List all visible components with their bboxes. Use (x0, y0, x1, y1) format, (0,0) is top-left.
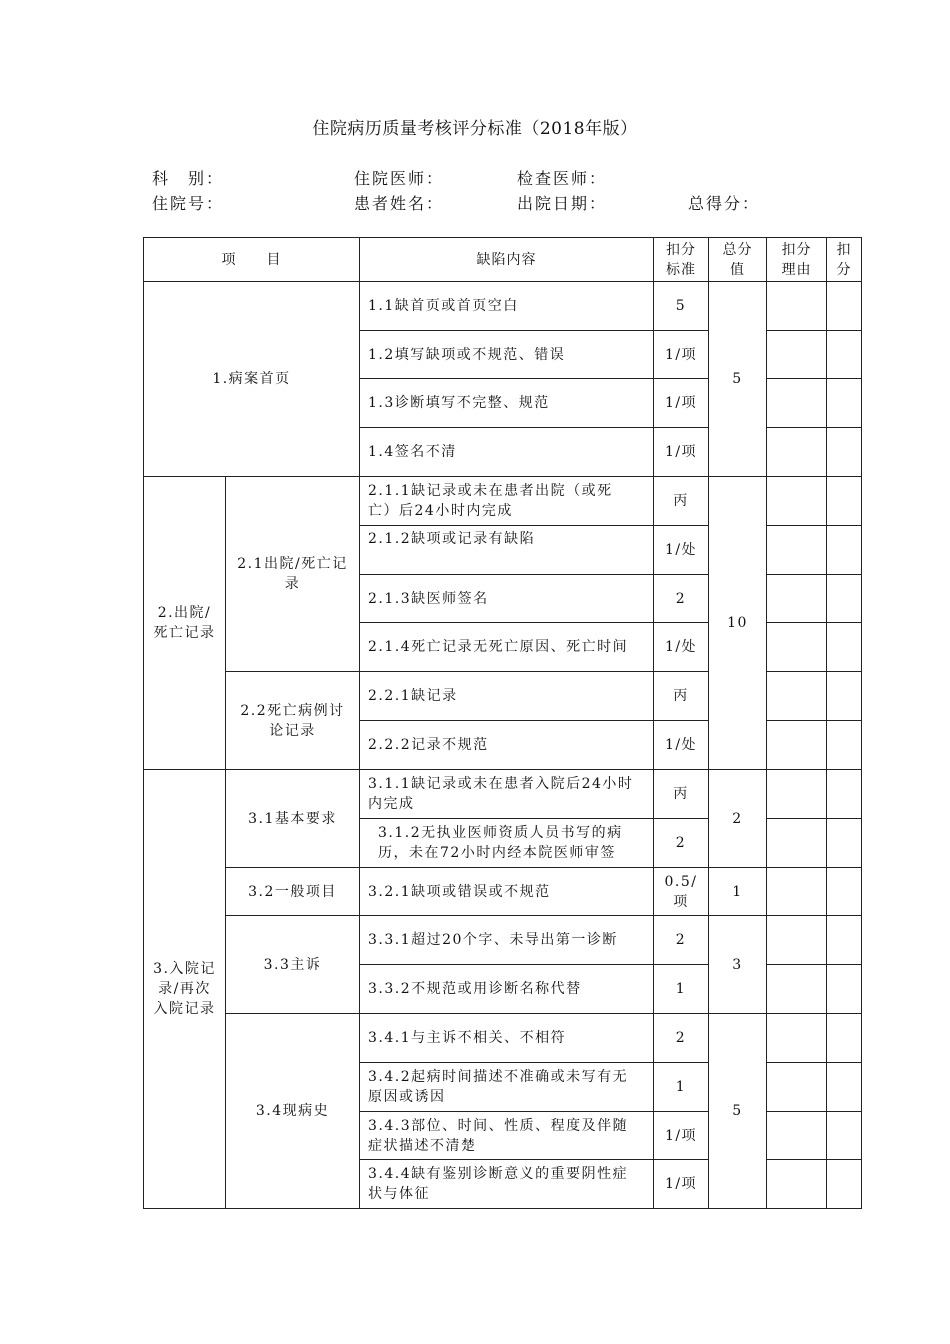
deduct-cell[interactable] (827, 282, 862, 331)
deduct-cell[interactable] (827, 721, 862, 770)
standard-1-4: 1/项 (654, 428, 709, 477)
standard-2-1-2: 1/处 (654, 526, 709, 575)
defect-3-4-1: 3.4.1与主诉不相关、不相符 (360, 1014, 654, 1063)
standard-3-2-1: 0.5/ 项 (654, 868, 709, 916)
defect-3-4-4: 3.4.4缺有鉴别诊断意义的重要阴性症 状与体征 (360, 1160, 654, 1209)
standard-2-2-1: 丙 (654, 672, 709, 721)
group-1: 1.病案首页 (144, 282, 360, 477)
standard-1-1: 5 (654, 282, 709, 331)
header-reason: 扣分 理由 (767, 238, 827, 282)
deduct-cell[interactable] (827, 623, 862, 672)
defect-3-1-2: 3.1.2无执业医师资质人员书写的病 历，未在72小时内经本院医师审签 (360, 819, 654, 868)
reason-cell[interactable] (767, 868, 827, 916)
header-score: 总分 值 (709, 238, 767, 282)
defect-2-1-3: 2.1.3缺医师签名 (360, 575, 654, 623)
deduct-cell[interactable] (827, 526, 862, 575)
patient-name-label: 患者姓名： (354, 194, 445, 213)
group-2: 2.出院/ 死亡记录 (144, 477, 226, 770)
reason-cell[interactable] (767, 721, 827, 770)
deduct-cell[interactable] (827, 331, 862, 379)
standard-3-3-2: 1 (654, 965, 709, 1014)
scoring-table (143, 237, 862, 1209)
total-subgroup-3-2: 1 (709, 868, 767, 916)
reason-cell[interactable] (767, 1014, 827, 1063)
defect-2-2-1: 2.2.1缺记录 (360, 672, 654, 721)
table-row (144, 916, 862, 965)
reason-cell[interactable] (767, 672, 827, 721)
defect-2-2-2: 2.2.2记录不规范 (360, 721, 654, 770)
deduct-cell[interactable] (827, 868, 862, 916)
standard-3-4-4: 1/项 (654, 1160, 709, 1209)
header-item: 项 目 (144, 238, 360, 282)
inspector-label: 检查医师： (517, 169, 608, 188)
deduct-cell[interactable] (827, 1063, 862, 1112)
defect-3-4-2: 3.4.2起病时间描述不准确或未写有无 原因或诱因 (360, 1063, 654, 1112)
subgroup-3-3: 3.3主诉 (226, 916, 360, 1014)
standard-2-1-3: 2 (654, 575, 709, 623)
dept-label: 科 别： (152, 169, 225, 188)
deduct-cell[interactable] (827, 379, 862, 428)
header-content: 缺陷内容 (360, 238, 654, 282)
deduct-cell[interactable] (827, 819, 862, 868)
table-row (144, 770, 862, 819)
reason-cell[interactable] (767, 916, 827, 965)
discharge-date-label: 出院日期： (517, 194, 608, 213)
doctor-label: 住院医师： (354, 169, 445, 188)
defect-2-1-2: 2.1.2缺项或记录有缺陷 (360, 526, 654, 575)
deduct-cell[interactable] (827, 916, 862, 965)
deduct-cell[interactable] (827, 477, 862, 526)
reason-cell[interactable] (767, 1063, 827, 1112)
reason-cell[interactable] (767, 770, 827, 819)
standard-3-4-1: 2 (654, 1014, 709, 1063)
table-row (144, 1014, 862, 1063)
standard-1-2: 1/项 (654, 331, 709, 379)
standard-2-1-1: 丙 (654, 477, 709, 526)
group-3: 3.入院记 录/再次 入院记录 (144, 770, 226, 1209)
reason-cell[interactable] (767, 379, 827, 428)
total-score-label: 总得分： (688, 194, 761, 213)
subgroup-2-1: 2.1出院/死亡记 录 (226, 477, 360, 672)
reason-cell[interactable] (767, 575, 827, 623)
defect-3-4-3: 3.4.3部位、时间、性质、程度及伴随 症状描述不清楚 (360, 1112, 654, 1160)
defect-1-2: 1.2填写缺项或不规范、错误 (360, 331, 654, 379)
total-group-1: 5 (709, 282, 767, 477)
subgroup-3-1: 3.1基本要求 (226, 770, 360, 868)
deduct-cell[interactable] (827, 428, 862, 477)
defect-1-3: 1.3诊断填写不完整、规范 (360, 379, 654, 428)
standard-3-3-1: 2 (654, 916, 709, 965)
header-standard: 扣分 标准 (654, 238, 709, 282)
total-subgroup-3-4: 5 (709, 1014, 767, 1209)
deduct-cell[interactable] (827, 1014, 862, 1063)
defect-1-4: 1.4签名不清 (360, 428, 654, 477)
total-subgroup-3-3: 3 (709, 916, 767, 1014)
subgroup-2-2: 2.2死亡病例讨 论记录 (226, 672, 360, 770)
table-row (144, 282, 862, 331)
page-title: 住院病历质量考核评分标准（2018年版） (312, 119, 638, 139)
defect-2-1-4: 2.1.4死亡记录无死亡原因、死亡时间 (360, 623, 654, 672)
deduct-cell[interactable] (827, 1160, 862, 1209)
deduct-cell[interactable] (827, 770, 862, 819)
deduct-cell[interactable] (827, 672, 862, 721)
deduct-cell[interactable] (827, 575, 862, 623)
standard-3-1-2: 2 (654, 819, 709, 868)
deduct-cell[interactable] (827, 965, 862, 1014)
standard-1-3: 1/项 (654, 379, 709, 428)
reason-cell[interactable] (767, 282, 827, 331)
standard-3-4-2: 1 (654, 1063, 709, 1112)
total-subgroup-3-1: 2 (709, 770, 767, 868)
table-row (144, 868, 862, 916)
reason-cell[interactable] (767, 1112, 827, 1160)
standard-2-1-4: 1/处 (654, 623, 709, 672)
reason-cell[interactable] (767, 623, 827, 672)
reason-cell[interactable] (767, 428, 827, 477)
header-deduct: 扣 分 (827, 238, 862, 282)
reason-cell[interactable] (767, 965, 827, 1014)
reason-cell[interactable] (767, 819, 827, 868)
defect-3-3-2: 3.3.2不规范或用诊断名称代替 (360, 965, 654, 1014)
defect-3-1-1: 3.1.1缺记录或未在患者入院后24小时 内完成 (360, 770, 654, 819)
reason-cell[interactable] (767, 526, 827, 575)
deduct-cell[interactable] (827, 1112, 862, 1160)
defect-3-3-1: 3.3.1超过20个字、未导出第一诊断 (360, 916, 654, 965)
admission-no-label: 住院号： (152, 194, 225, 213)
table-row (144, 477, 862, 526)
defect-1-1: 1.1缺首页或首页空白 (360, 282, 654, 331)
standard-3-1-1: 丙 (654, 770, 709, 819)
reason-cell[interactable] (767, 477, 827, 526)
defect-2-1-1: 2.1.1缺记录或未在患者出院（或死 亡）后24小时内完成 (360, 477, 654, 526)
reason-cell[interactable] (767, 331, 827, 379)
standard-3-4-3: 1/项 (654, 1112, 709, 1160)
standard-2-2-2: 1/处 (654, 721, 709, 770)
defect-3-2-1: 3.2.1缺项或错误或不规范 (360, 868, 654, 916)
subgroup-3-4: 3.4现病史 (226, 1014, 360, 1209)
subgroup-3-2: 3.2一般项目 (226, 868, 360, 916)
header-row (144, 238, 862, 282)
total-group-2: 10 (709, 477, 767, 770)
reason-cell[interactable] (767, 1160, 827, 1209)
